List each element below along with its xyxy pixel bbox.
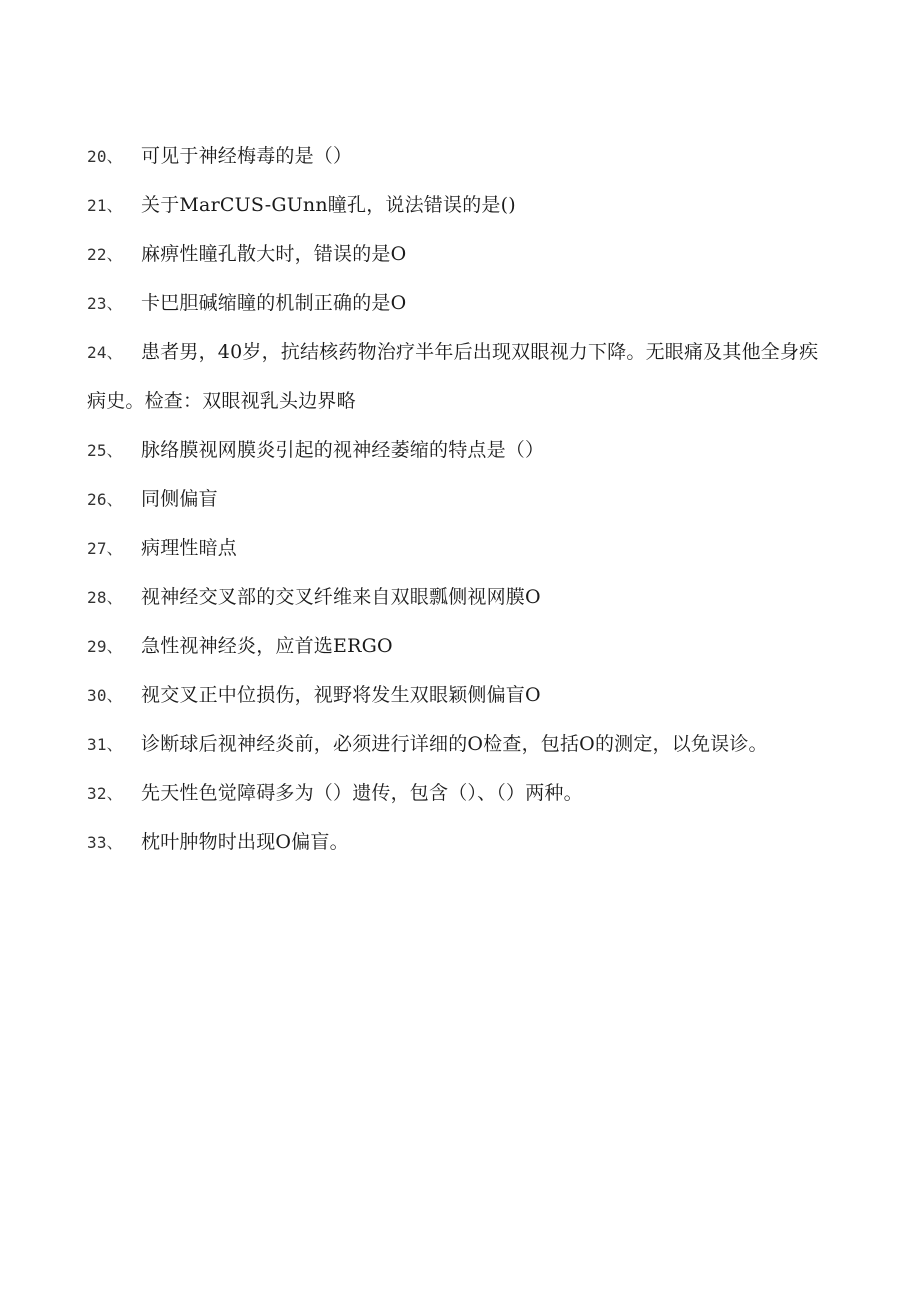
question-text: 麻痹性瞳孔散大时，错误的是O [141, 243, 407, 265]
question-item [87, 622, 827, 671]
question-text: 脉络膜视网膜炎引起的视神经萎缩的特点是（） [141, 439, 545, 461]
question-number: 32、 [87, 784, 123, 803]
question-item [87, 328, 827, 426]
question-number: 31、 [87, 735, 123, 754]
question-item [87, 426, 827, 475]
question-text: 诊断球后视神经炎前，必须进行详细的O检查，包括O的测定，以免误诊。 [141, 733, 768, 755]
question-number: 20、 [87, 147, 123, 166]
question-text: 可见于神经梅毒的是（） [141, 145, 353, 167]
question-item [87, 818, 827, 867]
question-item [87, 475, 827, 524]
question-item [87, 132, 827, 181]
question-number: 25、 [87, 441, 123, 460]
question-item [87, 230, 827, 279]
question-text: 视神经交叉部的交叉纤维来自双眼瓢侧视网膜O [141, 586, 541, 608]
question-text: 急性视神经炎，应首选ERGO [141, 635, 393, 657]
question-item [87, 181, 827, 230]
question-list [87, 132, 827, 867]
question-text: 同侧偏盲 [141, 488, 218, 510]
question-number: 22、 [87, 245, 123, 264]
question-item [87, 720, 827, 769]
question-text: 视交叉正中位损伤，视野将发生双眼颖侧偏盲O [141, 684, 541, 706]
question-number: 27、 [87, 539, 123, 558]
question-number: 21、 [87, 196, 123, 215]
question-number: 29、 [87, 637, 123, 656]
question-text: 先天性色觉障碍多为（）遗传，包含（）、（）两种。 [141, 782, 583, 804]
question-number: 26、 [87, 490, 123, 509]
question-text: 患者男，40岁，抗结核药物治疗半年后出现双眼视力下降。无眼痛及其他全身疾病史。检查：双眼视乳头边界略 [87, 341, 819, 412]
question-text: 枕叶肿物时出现O偏盲。 [141, 831, 349, 853]
question-item [87, 524, 827, 573]
question-number: 28、 [87, 588, 123, 607]
question-text: 病理性暗点 [141, 537, 238, 559]
question-number: 33、 [87, 833, 123, 852]
question-item [87, 279, 827, 328]
question-number: 23、 [87, 294, 123, 313]
question-number: 24、 [87, 343, 123, 362]
question-item [87, 769, 827, 818]
question-item [87, 573, 827, 622]
question-item [87, 671, 827, 720]
question-text: 卡巴胆碱缩瞳的机制正确的是O [141, 292, 407, 314]
question-text: 关于MarCUS-GUnn瞳孔，说法错误的是() [141, 194, 516, 216]
question-number: 30、 [87, 686, 123, 705]
